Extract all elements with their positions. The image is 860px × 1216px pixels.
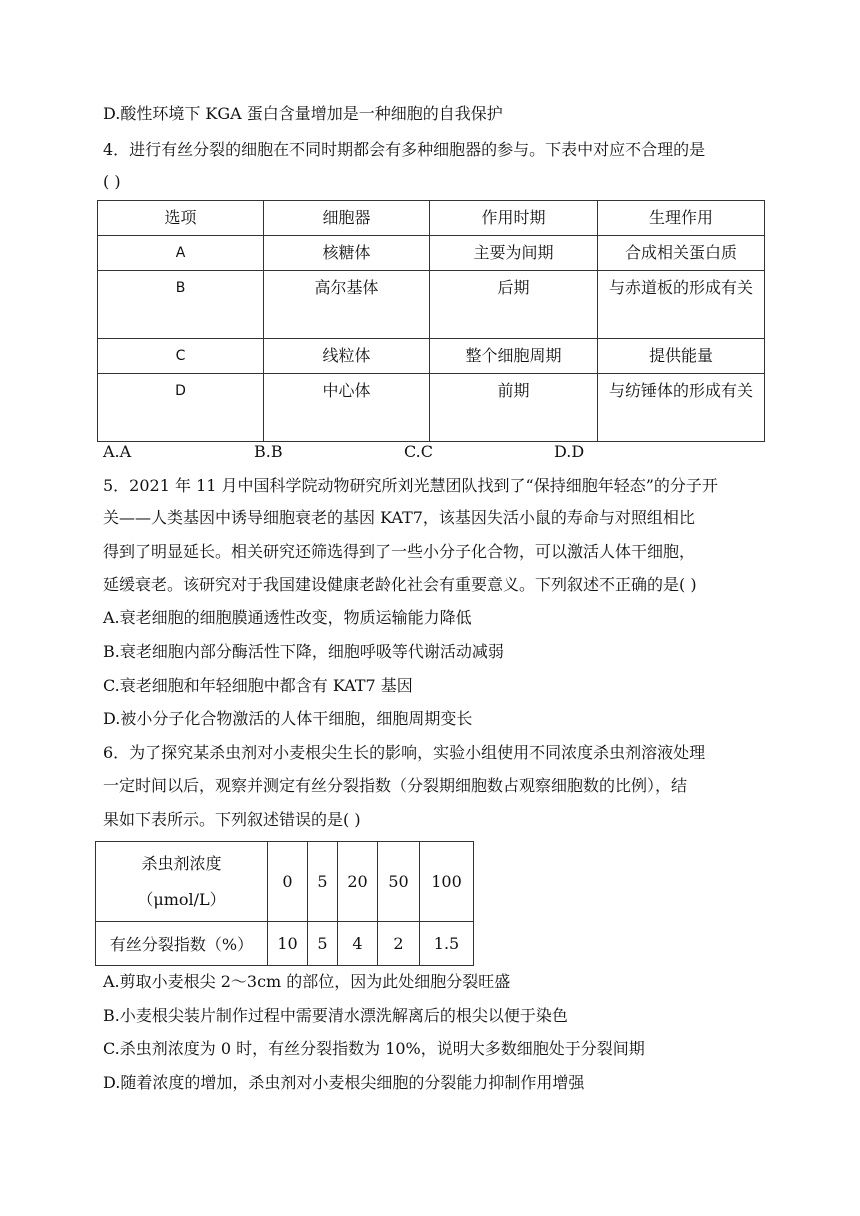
q6-table-row-concentration [96,842,474,922]
q6-concentration-value: 0 [268,842,308,922]
q4-table-cell: B [98,271,264,339]
q5-stem-line3: 得到了明显延长。相关研究还筛选得到了一些小分子化合物，可以激活人体干细胞， [103,542,696,561]
q4-table-cell: 前期 [430,374,598,442]
q6-option-d: D.随着浓度的增加，杀虫剂对小麦根尖细胞的分裂能力抑制作用增强 [103,1073,585,1092]
q6-index-value: 1.5 [420,922,474,966]
q5-option-a: A.衰老细胞的细胞膜通透性改变，物质运输能力降低 [103,608,472,627]
q4-table-cell: 高尔基体 [264,271,430,339]
q6-concentration-label-text: 杀虫剂浓度 [141,853,222,873]
q4-table-row [98,374,765,442]
q4-table-cell: 与纺锤体的形成有关 [598,374,765,442]
q6-option-c: C.杀虫剂浓度为 0 时，有丝分裂指数为 10%，说明大多数细胞处于分裂间期 [103,1039,645,1058]
q5-option-d: D.被小分子化合物激活的人体干细胞，细胞周期变长 [103,709,473,728]
q4-table-header: 细胞器 [264,201,430,236]
q4-table-cell: 核糖体 [264,236,430,271]
q4-table-header-row [98,201,765,236]
q5-option-c: C.衰老细胞和年轻细胞中都含有 KAT7 基因 [103,676,413,695]
q4-table-row [98,271,765,339]
q4-table [97,200,765,442]
q4-table-cell: 主要为间期 [430,236,598,271]
q6-option-b: B.小麦根尖装片制作过程中需要清水漂洗解离后的根尖以便于染色 [103,1006,568,1025]
q6-concentration-value: 100 [420,842,474,922]
q4-option-c: C.C [404,442,433,461]
q5-stem-line4: 延缓衰老。该研究对于我国建设健康老龄化社会有重要意义。下列叙述不正确的是( ) [103,575,697,594]
q4-table-cell: 中心体 [264,374,430,442]
q4-table-cell: 线粒体 [264,339,430,374]
q4-table-row [98,236,765,271]
q6-concentration-value: 5 [308,842,338,922]
q6-index-label: 有丝分裂指数（%） [96,922,268,966]
q6-index-value: 10 [268,922,308,966]
q4-table-cell: 提供能量 [598,339,765,374]
q4-table-cell: A [98,236,264,271]
q4-option-a: A.A [103,442,132,461]
q6-index-value: 4 [338,922,378,966]
q4-option-d: D.D [554,442,585,461]
q6-index-value: 5 [308,922,338,966]
q4-table-header: 生理作用 [598,201,765,236]
q4-table-header: 作用时期 [430,201,598,236]
q6-concentration-label [96,842,268,922]
q4-options [103,440,783,464]
q4-table-cell: 合成相关蛋白质 [598,236,765,271]
q4-table-cell: 后期 [430,271,598,339]
q6-stem-line3: 果如下表所示。下列叙述错误的是( ) [103,810,361,829]
q6-table [95,841,474,966]
q4-table-cell: D [98,374,264,442]
q4-option-b: B.B [254,442,283,461]
q6-concentration-value: 20 [338,842,378,922]
q6-index-value: 2 [378,922,420,966]
q4-table-header: 选项 [98,201,264,236]
q5-option-b: B.衰老细胞内部分酶活性下降，细胞呼吸等代谢活动减弱 [103,642,504,661]
q5-stem-line1: 5．2021 年 11 月中国科学院动物研究所刘光慧团队找到了“保持细胞年轻态”的分子开 [103,476,718,495]
q4-table-cell: C [98,339,264,374]
q6-table-row-index [96,922,474,966]
q6-stem-line1: 6．为了探究某杀虫剂对小麦根尖生长的影响，实验小组使用不同浓度杀虫剂溶液处理 [103,743,706,762]
q4-table-cell: 与赤道板的形成有关 [598,271,765,339]
q4-stem-line1: 4．进行有丝分裂的细胞在不同时期都会有多种细胞器的参与。下表中对应不合理的是 [103,140,706,159]
q3-option-d: D.酸性环境下 KGA 蛋白含量增加是一种细胞的自我保护 [103,104,503,123]
q5-stem-line2: 关——人类基因中诱导细胞衰老的基因 KAT7，该基因失活小鼠的寿命与对照组相比 [103,508,695,527]
q4-table-cell: 整个细胞周期 [430,339,598,374]
q4-table-row [98,339,765,374]
q4-stem-line2: ( ) [103,172,121,191]
q6-option-a: A.剪取小麦根尖 2～3cm 的部位，因为此处细胞分裂旺盛 [103,972,511,991]
q6-concentration-value: 50 [378,842,420,922]
q6-stem-line2: 一定时间以后，观察并测定有丝分裂指数（分裂期细胞数占观察细胞数的比例），结 [103,776,688,795]
q6-concentration-unit: （μmol/L） [137,889,226,909]
